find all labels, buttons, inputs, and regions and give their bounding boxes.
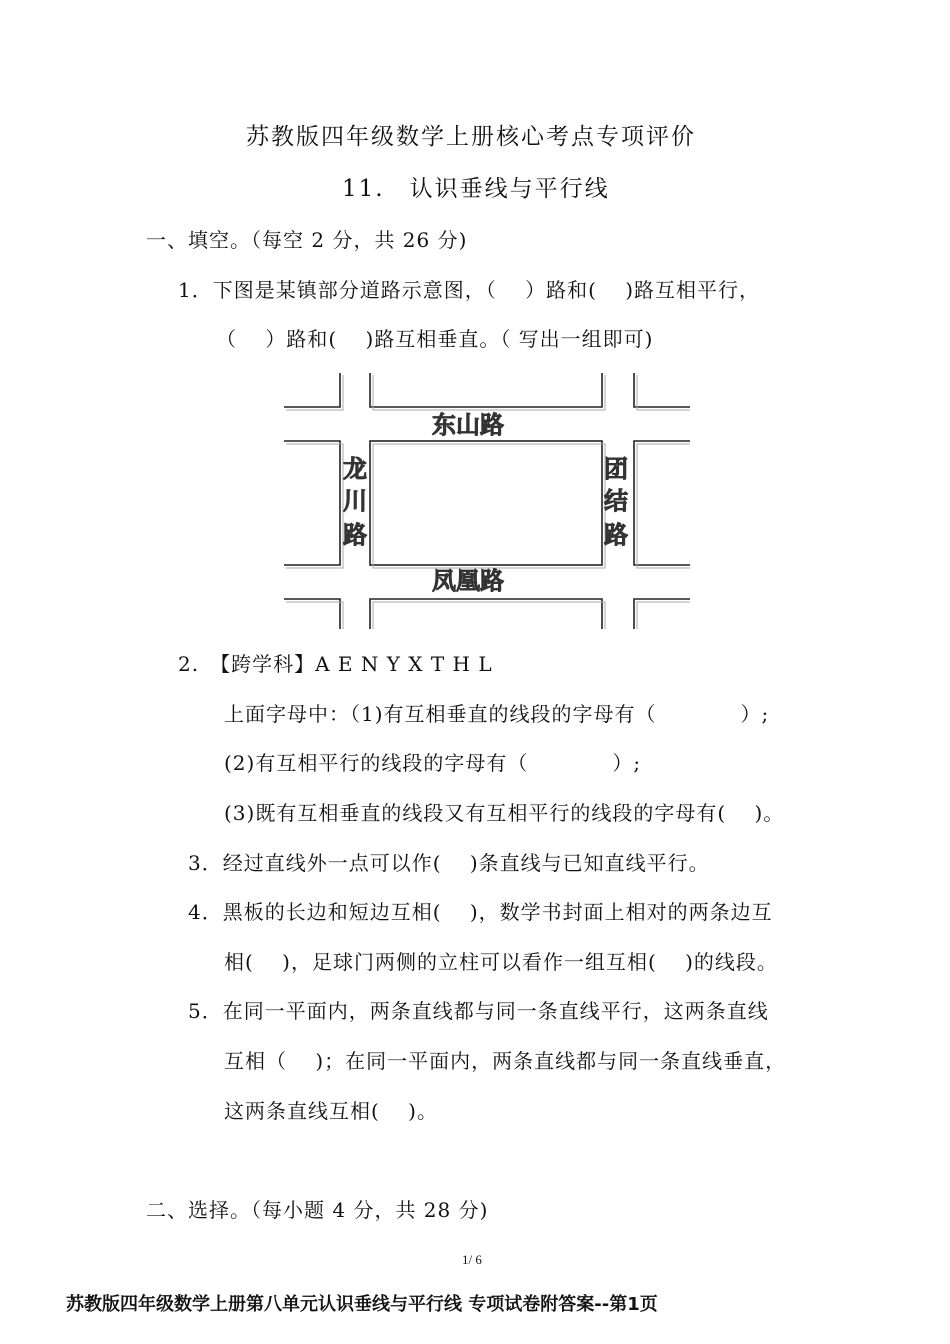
- document-subtitle: 11. 认识垂线与平行线: [342, 176, 610, 202]
- question-4-line-1: 4．黑板的长边和短边互相( )，数学书封面上相对的两条边互: [188, 900, 773, 924]
- page-footer: 苏教版四年级数学上册第八单元认识垂线与平行线 专项试卷附答案--第1页: [66, 1294, 658, 1315]
- road-label-longchuan-2: 川: [343, 486, 367, 515]
- road-label-dongshan: 东山路: [432, 410, 504, 439]
- road-label-tuanjie-2: 结: [604, 486, 628, 515]
- question-2-line-1: 2. 【跨学科】A E N Y X T H L: [178, 652, 493, 676]
- road-label-longchuan-1: 龙: [343, 454, 367, 483]
- question-2-line-3: (2)有互相平行的线段的字母有（ ）;: [224, 751, 642, 775]
- question-5-line-1: 5．在同一平面内，两条直线都与同一条直线平行，这两条直线: [188, 999, 769, 1023]
- section-heading-multiple-choice: 二、选择。（每小题 4 分，共 28 分): [146, 1198, 489, 1222]
- question-5-line-3: 这两条直线互相( )。: [224, 1099, 438, 1123]
- road-label-tuanjie-1: 团: [604, 454, 628, 483]
- road-label-tuanjie-3: 路: [604, 520, 628, 549]
- page-number: 1/ 6: [462, 1252, 482, 1267]
- question-4-line-2: 相( )，足球门两侧的立柱可以看作一组互相( )的线段。: [224, 950, 778, 974]
- question-5-line-2: 互相（ )；在同一平面内，两条直线都与同一条直线垂直，: [224, 1049, 787, 1073]
- document-title: 苏教版四年级数学上册核心考点专项评价: [246, 124, 696, 150]
- question-2-line-4: (3)既有互相垂直的线段又有互相平行的线段的字母有( )。: [224, 801, 785, 825]
- question-1-line-1: 1．下图是某镇部分道路示意图，（ ）路和( )路互相平行，: [178, 278, 761, 302]
- road-label-longchuan-3: 路: [343, 520, 367, 549]
- section-heading-fill-blank: 一、填空。（每空 2 分，共 26 分): [146, 228, 468, 252]
- road-map-figure: [282, 371, 692, 631]
- question-3: 3．经过直线外一点可以作( )条直线与已知直线平行。: [188, 851, 710, 875]
- road-label-fenghuang: 凤凰路: [432, 566, 504, 595]
- question-1-line-2: （ ）路和( )路互相垂直。（ 写出一组即可): [216, 327, 654, 351]
- question-2-line-2: 上面字母中：（1)有互相垂直的线段的字母有（ ）;: [224, 702, 770, 726]
